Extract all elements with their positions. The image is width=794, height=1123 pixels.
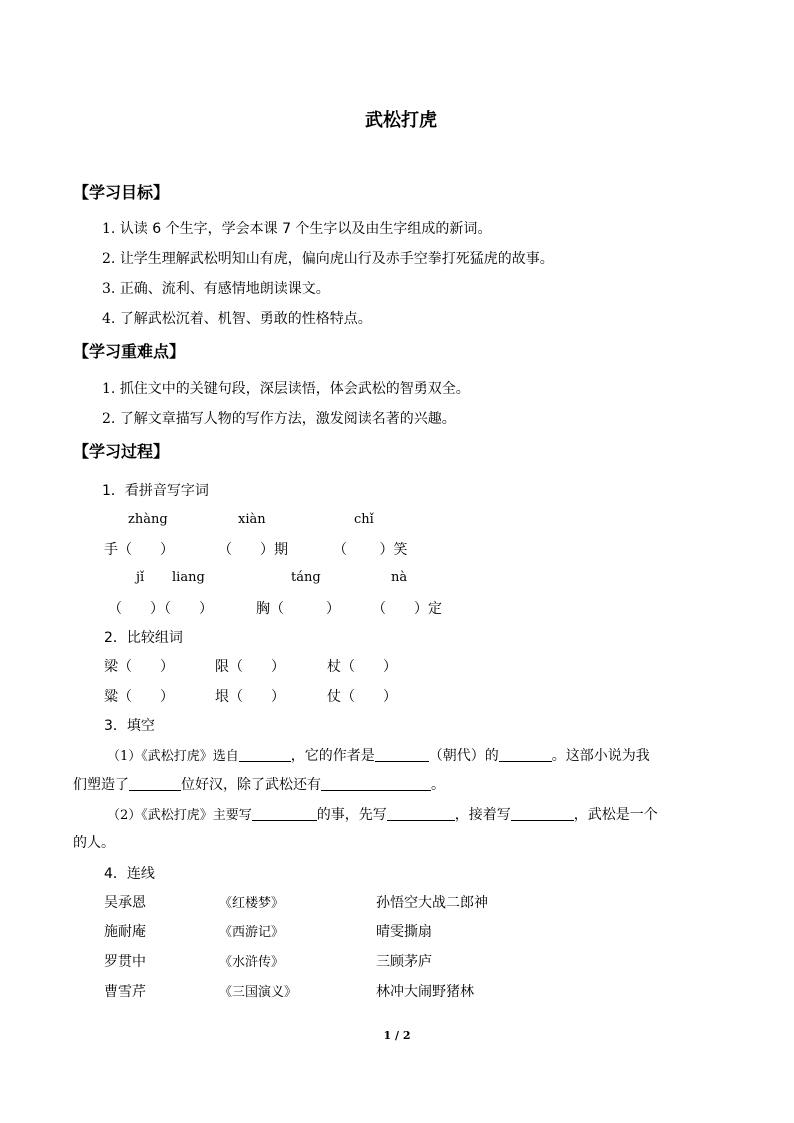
page-title: 武松打虎 (365, 110, 437, 131)
author-item[interactable]: 曹雪芹 (104, 984, 146, 1000)
book-item[interactable]: 《西游记》 (219, 925, 285, 940)
pinyin: nà (391, 570, 408, 585)
blank-field[interactable]: （ ）（ ） (108, 601, 213, 617)
story-item[interactable]: 林冲大闹野猪林 (376, 984, 474, 1000)
blank-line[interactable] (239, 747, 291, 762)
blank-line[interactable] (499, 747, 552, 762)
goal-item: 4. 了解武松沉着、机智、勇敢的性格特点。 (102, 311, 372, 327)
fill-paragraph-1: （1）《武松打虎》选自 ，它的作者是 （朝代）的 。这部小说为我 (107, 748, 650, 764)
story-item[interactable]: 晴雯撕扇 (376, 924, 432, 940)
word-blank[interactable]: 梁（ ） (104, 659, 174, 675)
pinyin: chǐ (354, 512, 374, 527)
word-blank[interactable]: 粱（ ） (104, 689, 174, 705)
section-heading-process: 【学习过程】 (73, 442, 170, 461)
fill-paragraph-2-cont: 的人。 (73, 835, 115, 851)
word-blank[interactable]: 限（ ） (215, 659, 285, 675)
word-blank[interactable]: 杖（ ） (327, 659, 397, 675)
blank-field[interactable]: （ ）笑 (333, 542, 408, 558)
question-2-title: 2．比较组词 (104, 630, 183, 646)
pinyin: xiàn (238, 512, 266, 527)
blank-field[interactable]: （ ）定 (372, 601, 442, 617)
blank-line[interactable] (252, 806, 317, 821)
pinyin: zhàng (128, 512, 168, 527)
goal-item: 2. 让学生理解武松明知山有虎，偏向虎山行及赤手空拳打死猛虎的故事。 (102, 251, 554, 267)
author-item[interactable]: 罗贯中 (104, 954, 146, 970)
section-heading-key-points: 【学习重难点】 (73, 342, 186, 361)
blank-field[interactable]: 手（ ） (104, 542, 174, 558)
question-3-title: 3．填空 (104, 718, 155, 734)
book-item[interactable]: 《三国演义》 (219, 985, 298, 1000)
page-number: 1 / 2 (383, 1029, 411, 1042)
author-item[interactable]: 吴承恩 (104, 895, 146, 911)
question-1-title: 1．看拼音写字词 (102, 483, 209, 499)
key-point-item: 2. 了解文章描写人物的写作方法，激发阅读名著的兴趣。 (102, 411, 456, 427)
story-item[interactable]: 三顾茅庐 (376, 954, 432, 970)
book-item[interactable]: 《水浒传》 (219, 955, 285, 970)
pinyin: táng (291, 570, 321, 585)
key-point-item: 1. 抓住文中的关键句段，深层读悟，体会武松的智勇双全。 (102, 381, 470, 397)
blank-line[interactable] (387, 806, 455, 821)
pinyin: liang (172, 570, 205, 585)
blank-line[interactable] (321, 776, 431, 791)
blank-line[interactable] (511, 806, 574, 821)
question-4-title: 4．连线 (104, 866, 155, 882)
story-item[interactable]: 孙悟空大战二郎神 (376, 895, 488, 911)
fill-paragraph-2: （2）《武松打虎》主要写 的事，先写 ，接着写 ，武松是一个 (107, 807, 658, 823)
pinyin: jǐ (136, 570, 145, 585)
word-blank[interactable]: 垠（ ） (215, 689, 285, 705)
blank-line[interactable] (375, 747, 429, 762)
goal-item: 1. 认读 6 个生字，学会本课 7 个生字以及由生字组成的新词。 (102, 221, 492, 237)
blank-field[interactable]: 胸（ ） (256, 601, 340, 617)
blank-field[interactable]: （ ）期 (218, 542, 288, 558)
blank-line[interactable] (129, 776, 181, 791)
book-item[interactable]: 《红楼梦》 (219, 896, 285, 911)
fill-paragraph-1-cont: 们塑造了 位好汉，除了武松还有 。 (73, 777, 445, 793)
word-blank[interactable]: 仗（ ） (327, 689, 397, 705)
author-item[interactable]: 施耐庵 (104, 924, 146, 940)
goal-item: 3. 正确、流利、有感情地朗读课文。 (102, 281, 330, 297)
section-heading-goals: 【学习目标】 (73, 183, 170, 202)
